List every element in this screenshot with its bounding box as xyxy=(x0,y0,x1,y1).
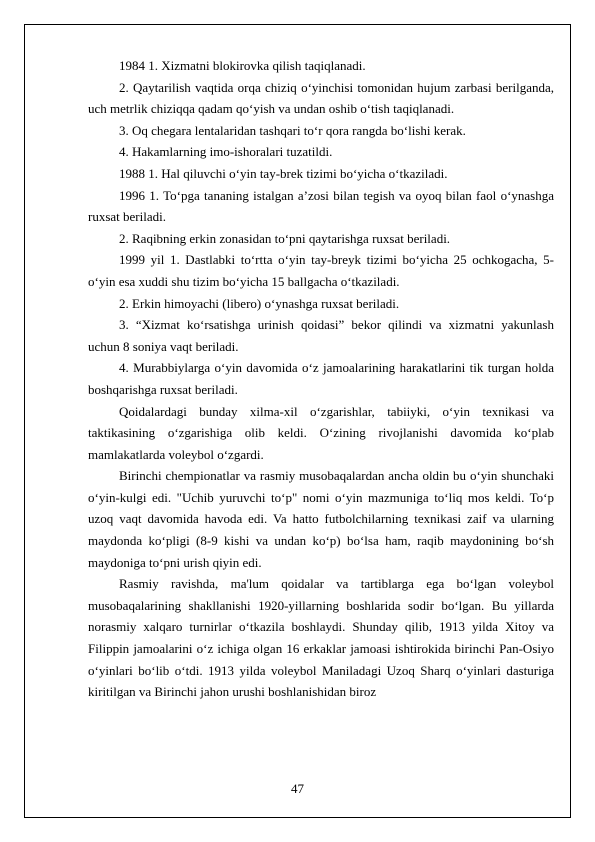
paragraph: 4. Murabbiylarga o‘yin davomida o‘z jamoalarining harakatlarini tik turgan holda boshqarishga ruxsat beriladi. xyxy=(88,360,554,397)
paragraph: 4. Hakamlarning imo-ishoralari tuzatildi. xyxy=(119,144,333,160)
paragraph: 1996 1. To‘pga tananing istalgan a’zosi bilan tegish va oyoq bilan faol o‘ynashga ruxsat beriladi. xyxy=(88,187,554,225)
page-number: 47 xyxy=(291,781,304,796)
paragraph: 2. Qaytarilish vaqtida orqa chiziq o‘yinchisi tomonidan hujum zarbasi berilganda, uch metrlik chiziqqa qadam qo‘yish va undan oshib o‘tish taqiqlanadi. xyxy=(88,79,554,117)
paragraph: Birinchi chempionatlar va rasmiy musobaqalardan ancha oldin bu o‘yin shunchaki o‘yin-kulgi edi. "Uchib yuruvchi to‘p" nomi o‘yin mazmuniga to‘liq mos keldi. To‘p uzoq vaqt davomida havoda edi. Va hatto futbolchilarning texnikasi zaif va ularning maydonda ko‘pligi (8-9 kishi va undan ko‘p) bo‘lsa ham, raqib maydonining bo‘sh maydoniga to‘pni urish qiyin edi. xyxy=(88,468,554,570)
paragraph: Rasmiy ravishda, ma'lum qoidalar va tartiblarga ega bo‘lgan voleybol musobaqalarining shakllanishi 1920-yillarning boshlarida sodir bo‘lgan. Bu yillarda norasmiy xalqaro turnirlar o‘tkazila boshlaydi. Shunday qilib, 1913 yilda Xitoy va Filippin jamoalarini o‘z ichiga olgan 16 erkaklar jamoasi ishtirokida birinchi Pan-Osiyo o‘yinlari bo‘lib o‘tdi. 1913 yilda voleybol Maniladagi Uzoq Sharq o‘yinlari dasturiga kiritilgan va Birinchi jahon urushi boshlanishidan biroz xyxy=(88,576,554,700)
paragraph: 1999 yil 1. Dastlabki to‘rtta o‘yin tay-breyk tizimi bo‘yicha 25 ochkogacha, 5-o‘yin esa xuddi shu tizim bo‘yicha 15 ballgacha o‘tkaziladi. xyxy=(88,252,554,289)
document-body xyxy=(88,55,554,703)
paragraph: 3. Oq chegara lentalaridan tashqari to‘r qora rangda bo‘lishi kerak. xyxy=(119,122,466,138)
paragraph: 1984 1. Xizmatni blokirovka qilish taqiqlanadi. xyxy=(119,58,366,73)
paragraph: 2. Raqibning erkin zonasidan to‘pni qaytarishga ruxsat beriladi. xyxy=(119,230,451,246)
paragraph: Qoidalardagi bunday xilma-xil o‘zgarishlar, tabiiyki, o‘yin texnikasi va taktikasining o‘zgarishiga olib keldi. O‘zining rivojlanishi davomida ko‘plab mamlakatlarda voleybol o‘zgardi. xyxy=(88,403,554,462)
paragraph: 3. “Xizmat ko‘rsatishga urinish qoidasi” bekor qilindi va xizmatni yakunlash uchun 8 soniya vaqt beriladi. xyxy=(88,317,554,354)
paragraph: 1988 1. Hal qiluvchi o‘yin tay-brek tizimi bo‘yicha o‘tkaziladi. xyxy=(119,165,448,181)
paragraph: 2. Erkin himoyachi (libero) o‘ynashga ruxsat beriladi. xyxy=(119,295,400,311)
